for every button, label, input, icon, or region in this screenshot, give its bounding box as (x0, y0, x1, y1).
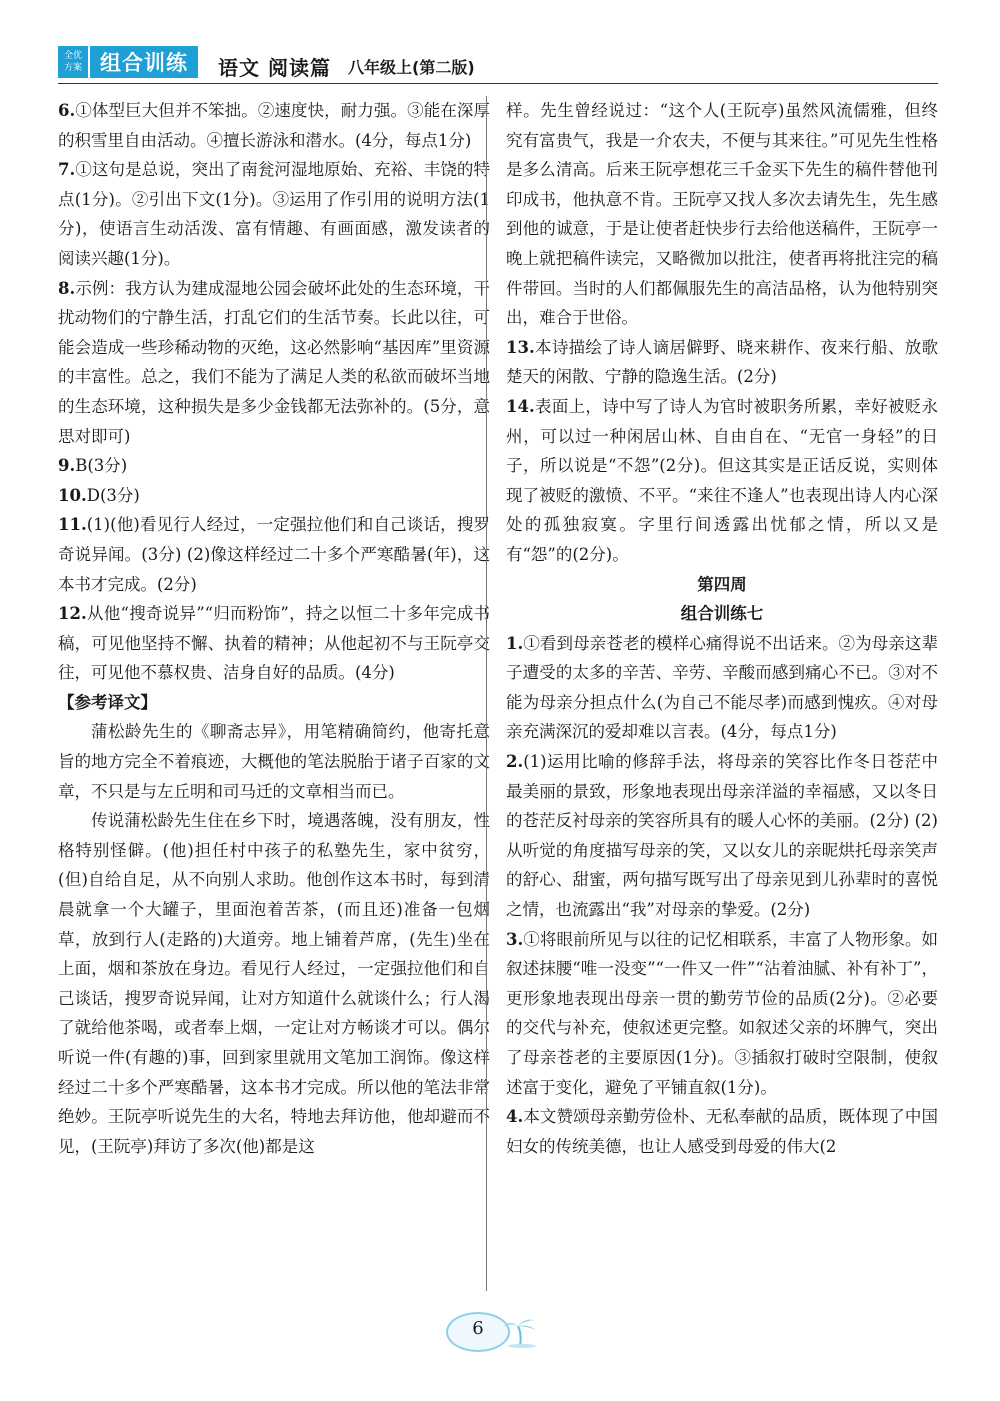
answer-number: 4. (506, 1107, 524, 1127)
page-header (58, 44, 938, 84)
continued-paragraph: 样。先生曾经说过：“这个人(王阮亭)虽然风流儒雅，但终究有富贵气，我是一介农夫，不便与其来往。”可见先生性格是多么清高。后来王阮亭想花三千金买下先生的稿件替他刊印成书，他执意不肯。王阮亭又找人多次去请先生，先生感到他的诚意，于是让使者赶快步行去给他送稿件，王阮亭一晚上就把稿件读完，又略微加以批注，使者再将批注完的稿件带回。当时的人们都佩服先生的高洁品格，认为他特别突出，难合于世俗。 (506, 101, 938, 328)
answer-item (506, 1102, 938, 1161)
answer-number: 7. (58, 160, 76, 180)
page-number-text: 6 (472, 1318, 484, 1339)
answer-number: 1. (506, 633, 524, 653)
answer-text: ①这句是总说，突出了南瓮河湿地原始、充裕、丰饶的特点(1分)。②引出下文(1分)。③运用了作引用的说明方法(1分)，使语言生动活泼、富有情趣、有画面感，激发读者的阅读兴趣(1分)。 (58, 160, 490, 268)
answer-item (58, 274, 490, 452)
answer-item (58, 96, 490, 155)
column-divider (486, 96, 487, 1291)
answer-text: 表面上，诗中写了诗人为官时被职务所累，幸好被贬永州，可以过一种闲居山林、自由自在、“无官一身轻”的日子，所以说是“不怨”(2分)。但这其实是正话反说，实则体现了被贬的激愤、不平。“来往不逢人”也表现出诗人内心深处的孤独寂寞。字里行间透露出忧郁之情，所以又是有“怨”的(2分)。 (506, 396, 938, 564)
answer-text: ①体型巨大但并不笨拙。②速度快，耐力强。③能在深厚的积雪里自由活动。④擅长游泳和潜水。(4分，每点1分) (58, 101, 490, 150)
answer-number: 12. (58, 604, 87, 624)
answer-item (506, 747, 938, 925)
answer-number: 14. (506, 396, 535, 416)
answer-item (58, 481, 490, 511)
answer-item (58, 451, 490, 481)
answer-number: 8. (58, 278, 76, 298)
brand-small-line1: 全优 (63, 51, 82, 61)
answer-item (506, 925, 938, 1103)
answer-text: ①将眼前所见与以往的记忆相联系，丰富了人物形象。如叙述抹腰“唯一没变”“一件又一件”“沾着油腻、补有补丁”，更形象地表现出母亲一贯的勤劳节俭的品质(2分)。②必要的交代与补充，使叙述更完整。如叙述父亲的坏脾气，突出了母亲苍老的主要原因(1分)。③插叙打破时空限制，使叙述富于变化，避免了平铺直叙(1分)。 (506, 929, 938, 1097)
left-column (58, 96, 490, 1161)
translation-paragraph: 蒲松龄先生的《聊斋志异》，用笔精确简约，他寄托意旨的地方完全不着痕迹，大概他的笔法脱胎于诸子百家的文章，不只是与左丘明和司马迁的文章相当而已。 (58, 722, 490, 801)
answer-number: 3. (506, 929, 524, 949)
translation-tag: 【参考译文】 (58, 692, 157, 712)
answer-item (506, 629, 938, 747)
answer-text: 本诗描绘了诗人谪居僻野、晓来耕作、夜来行船、放歌楚天的闲散、宁静的隐逸生活。(2分) (506, 337, 938, 387)
answer-number: 10. (58, 485, 87, 505)
brand-small-badge (58, 46, 88, 78)
answer-text: (1)(他)看见行人经过，一定强拉他们和自己谈话，搜罗奇说异闻。(3分) (2)像这样经过二十多个严寒酷暑(年)，这本书才完成。(2分) (58, 515, 490, 594)
book-title: 语文 阅读篇 (218, 56, 331, 80)
section-heading: 组合训练七 (680, 604, 764, 624)
answer-item (58, 599, 490, 688)
answer-text: B(3分) (75, 456, 128, 476)
book-subtitle: 八年级上(第二版) (348, 58, 475, 77)
page-number (440, 1312, 560, 1352)
answer-number: 2. (506, 752, 524, 772)
header-rule (58, 83, 938, 84)
answer-number: 9. (58, 456, 76, 476)
brand-logo (58, 46, 198, 78)
answer-text: ①看到母亲苍老的模样心痛得说不出话来。②为母亲这辈子遭受的太多的辛苦、辛劳、辛酸而感到痛心不已。③对不能为母亲分担点什么(为自己不能尽孝)而感到愧疚。④对母亲充满深沉的爱却难以言表。(4分，每点1分) (506, 633, 938, 742)
answer-text: D(3分) (86, 485, 140, 505)
answer-text: 本文赞颂母亲勤劳俭朴、无私奉献的品质，既体现了中国妇女的传统美德，也让人感受到母爱的伟大(2 (506, 1107, 938, 1156)
answer-text: 从他“搜奇说异”“归而粉饰”，持之以恒二十多年完成书稿，可见他坚持不懈、执着的精神；从他起初不与王阮亭交往，可见他不慕权贵、洁身自好的品质。(4分) (58, 604, 490, 683)
palm-tree-icon (502, 1316, 542, 1348)
answer-text: (1)运用比喻的修辞手法，将母亲的笑容比作冬日苍茫中最美丽的景致，形象地表现出母亲洋溢的幸福感，又以冬日的苍茫反衬母亲的笑容所具有的暖人心怀的美丽。(2分) (2)从听觉的角度描写母亲的笑，又以女儿的亲昵烘托母亲笑声的舒心、甜蜜，两句描写既写出了母亲见到儿孙辈时的喜悦之情，也流露出“我”对母亲的挚爱。(2分) (506, 752, 938, 920)
answer-number: 11. (58, 515, 87, 535)
answer-number: 6. (58, 101, 76, 120)
section-heading: 第四周 (697, 574, 747, 594)
answer-item (58, 155, 490, 273)
answer-item (506, 392, 938, 570)
brand-small-line2: 方案 (63, 63, 82, 73)
answer-text: 示例：我方认为建成湿地公园会破坏此处的生态环境，干扰动物们的宁静生活，打乱它们的生活节奏。长此以往，可能会造成一些珍稀动物的灭绝，这必然影响“基因库”里资源的丰富性。总之，我们不能为了满足人类的私欲而破坏当地的生态环境，这种损失是多少金钱都无法弥补的。(5分，意思对即可) (58, 278, 490, 446)
answer-number: 13. (506, 337, 535, 357)
brand-name: 组合训练 (90, 46, 198, 78)
answer-item (58, 510, 490, 599)
translation-paragraph: 传说蒲松龄先生住在乡下时，境遇落魄，没有朋友，性格特别怪僻。(他)担任村中孩子的私塾先生，家中贫穷，(但)自给自足，从不向别人求助。他创作这本书时，每到清晨就拿一个大罐子，里面泡着苦茶，(而且还)准备一包烟草，放到行人(走路的)大道旁。地上铺着芦席，(先生)坐在上面，烟和茶放在身边。看见行人经过，一定强拉他们和自己谈话，搜罗奇说异闻，让对方知道什么就谈什么；行人渴了就给他茶喝，或者奉上烟，一定让对方畅谈才可以。偶尔听说一件(有趣的)事，回到家里就用文笔加工润饰。像这样经过二十多个严寒酷暑，这本书才完成。所以他的笔法非常绝妙。王阮亭听说先生的大名，特地去拜访他，他却避而不见，(王阮亭)拜访了多次(他)都是这 (58, 811, 490, 1156)
right-column (506, 96, 938, 1161)
answer-item (506, 333, 938, 392)
